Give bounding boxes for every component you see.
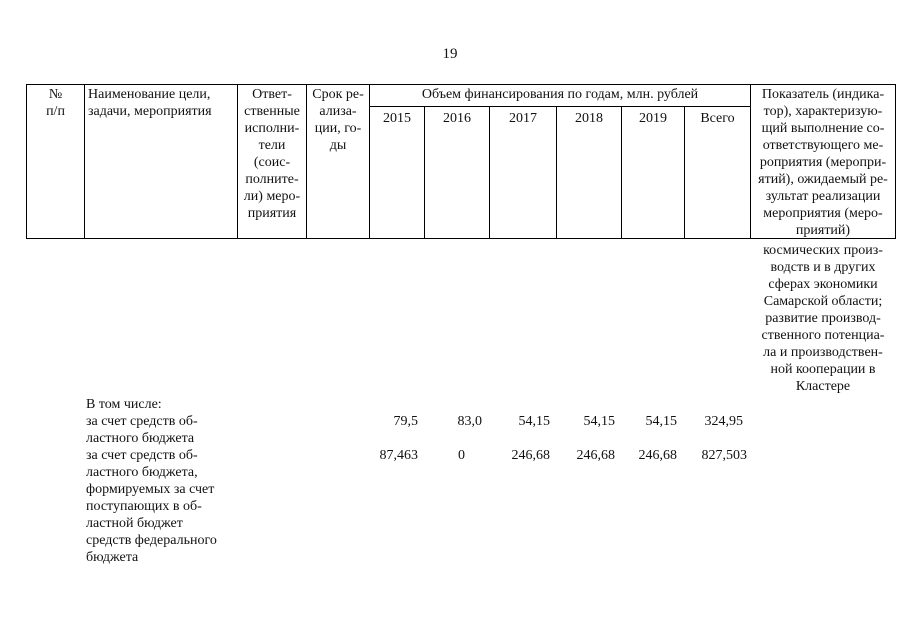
row-value-2019: 246,68 [638,448,677,463]
row-value-total: 827,503 [701,448,747,463]
header-top-border [26,84,896,85]
header-name: Наименование цели, задачи, мероприятия [88,87,212,119]
header-year-2019: 2019 [639,111,667,126]
header-year-2016: 2016 [443,111,471,126]
header-year-2017: 2017 [509,111,537,126]
header-total: Всего [700,111,735,126]
row-value-2016: 83,0 [457,414,482,429]
row-value-2017: 246,68 [511,448,550,463]
row-value-2015: 87,463 [379,448,418,463]
row-value-2018: 54,15 [583,414,615,429]
header-num: № п/п [46,87,65,119]
page-number: 19 [442,46,458,62]
row-value-total: 324,95 [704,414,743,429]
row-value-2015: 79,5 [393,414,418,429]
row-value-2019: 54,15 [645,414,677,429]
row-label: В том числе: за счет средств об- ластного бюджета [86,397,198,446]
header-term: Срок ре- ализа- ции, го- ды [312,87,364,153]
header-responsible: Ответ- ственные исполни- тели (соис- полните- ли) меро- приятия [243,87,301,221]
years-divider [369,106,750,107]
indicator-continuation: космических произ- водств и в других сферах экономики Самарской области; развитие производ- ственного потенциа- ла и производствен- ной кооперации в Кластере [761,243,885,394]
row-value-2016: 0 [458,448,465,463]
header-financing: Объем финансирования по годам, млн. рублей [421,87,699,102]
header-year-2018: 2018 [575,111,603,126]
header-year-2015: 2015 [383,111,411,126]
row-value-2018: 246,68 [576,448,615,463]
row-label: за счет средств об- ластного бюджета, формируемых за счет поступающих в об- ластной бюджет средств федерального бюджета [86,448,217,565]
header-indicator: Показатель (индика- тор), характеризую- щий выполнение со- ответствующего ме- роприятия (меропри- ятий), ожидаемый ре- зультат реализации мероприятия (меро- приятий) [758,87,888,238]
row-value-2017: 54,15 [518,414,550,429]
